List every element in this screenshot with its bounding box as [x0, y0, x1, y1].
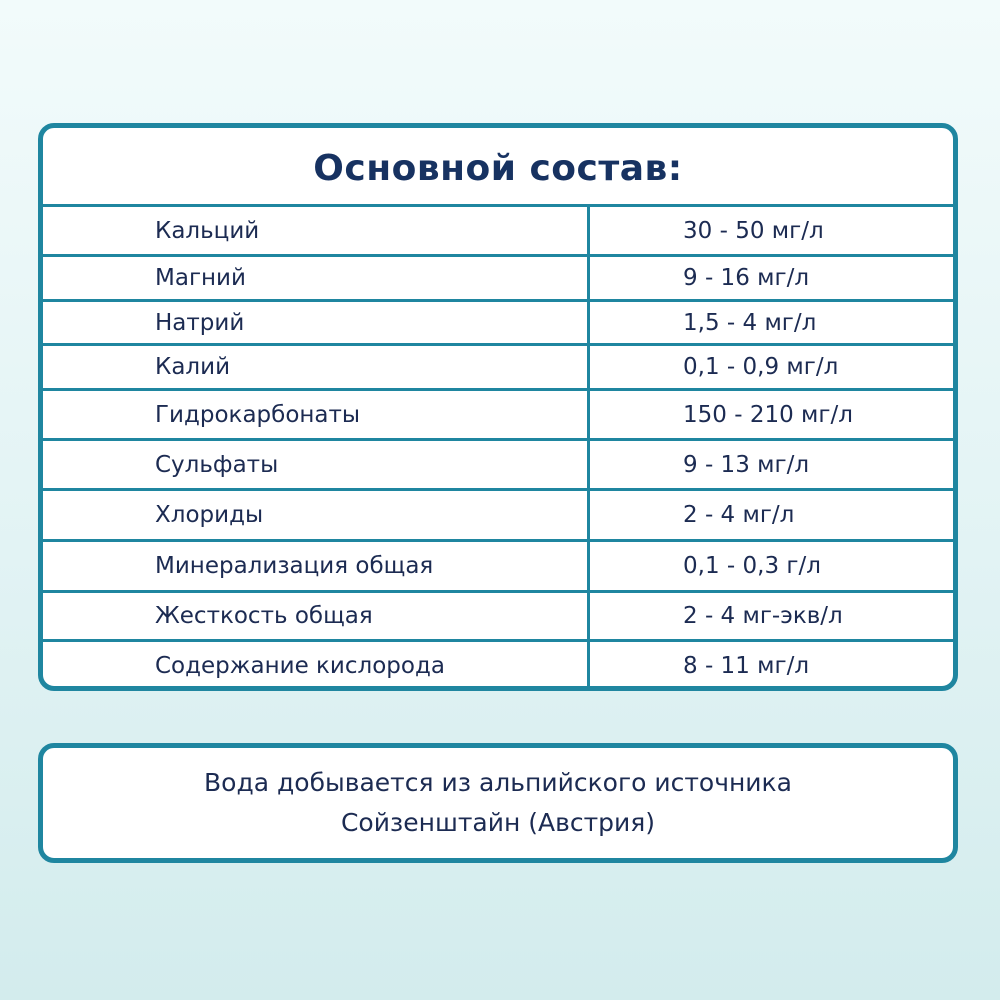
table-row	[43, 299, 953, 343]
component-name: Минерализация общая	[155, 553, 434, 579]
source-note	[38, 743, 958, 863]
table-row	[43, 438, 953, 488]
component-value: 1,5 - 4 мг/л	[683, 309, 817, 336]
component-value: 9 - 16 мг/л	[683, 265, 810, 291]
note-line-2: Сойзенштайн (Австрия)	[340, 808, 656, 837]
component-name: Калий	[155, 354, 231, 380]
column-divider	[587, 204, 590, 686]
component-value: 2 - 4 мг-экв/л	[683, 603, 843, 629]
component-value: 2 - 4 мг/л	[683, 502, 795, 528]
table-row	[43, 343, 953, 388]
table-row	[43, 388, 953, 438]
component-value: 150 - 210 мг/л	[683, 401, 853, 428]
note-line-1: Вода добывается из альпийского источника	[204, 768, 792, 797]
component-value: 30 - 50 мг/л	[683, 217, 824, 244]
component-value: 0,1 - 0,9 мг/л	[683, 354, 839, 380]
component-value: 9 - 13 мг/л	[683, 451, 810, 478]
component-name: Содержание кислорода	[155, 653, 445, 679]
table-title: Основной состав:	[313, 148, 683, 189]
component-value: 0,1 - 0,3 г/л	[683, 553, 821, 579]
component-name: Натрий	[155, 309, 245, 336]
table-row	[43, 539, 953, 590]
component-value: 8 - 11 мг/л	[683, 653, 810, 679]
table-row	[43, 590, 953, 639]
component-name: Кальций	[155, 217, 260, 244]
component-name: Магний	[155, 265, 246, 291]
component-name: Сульфаты	[155, 451, 279, 478]
composition-table	[38, 123, 958, 691]
table-row	[43, 254, 953, 299]
component-name: Жесткость общая	[155, 603, 373, 629]
component-name: Гидрокарбонаты	[155, 401, 361, 428]
table-row	[43, 488, 953, 539]
table-row	[43, 204, 953, 254]
component-name: Хлориды	[155, 502, 264, 528]
table-row	[43, 639, 953, 690]
